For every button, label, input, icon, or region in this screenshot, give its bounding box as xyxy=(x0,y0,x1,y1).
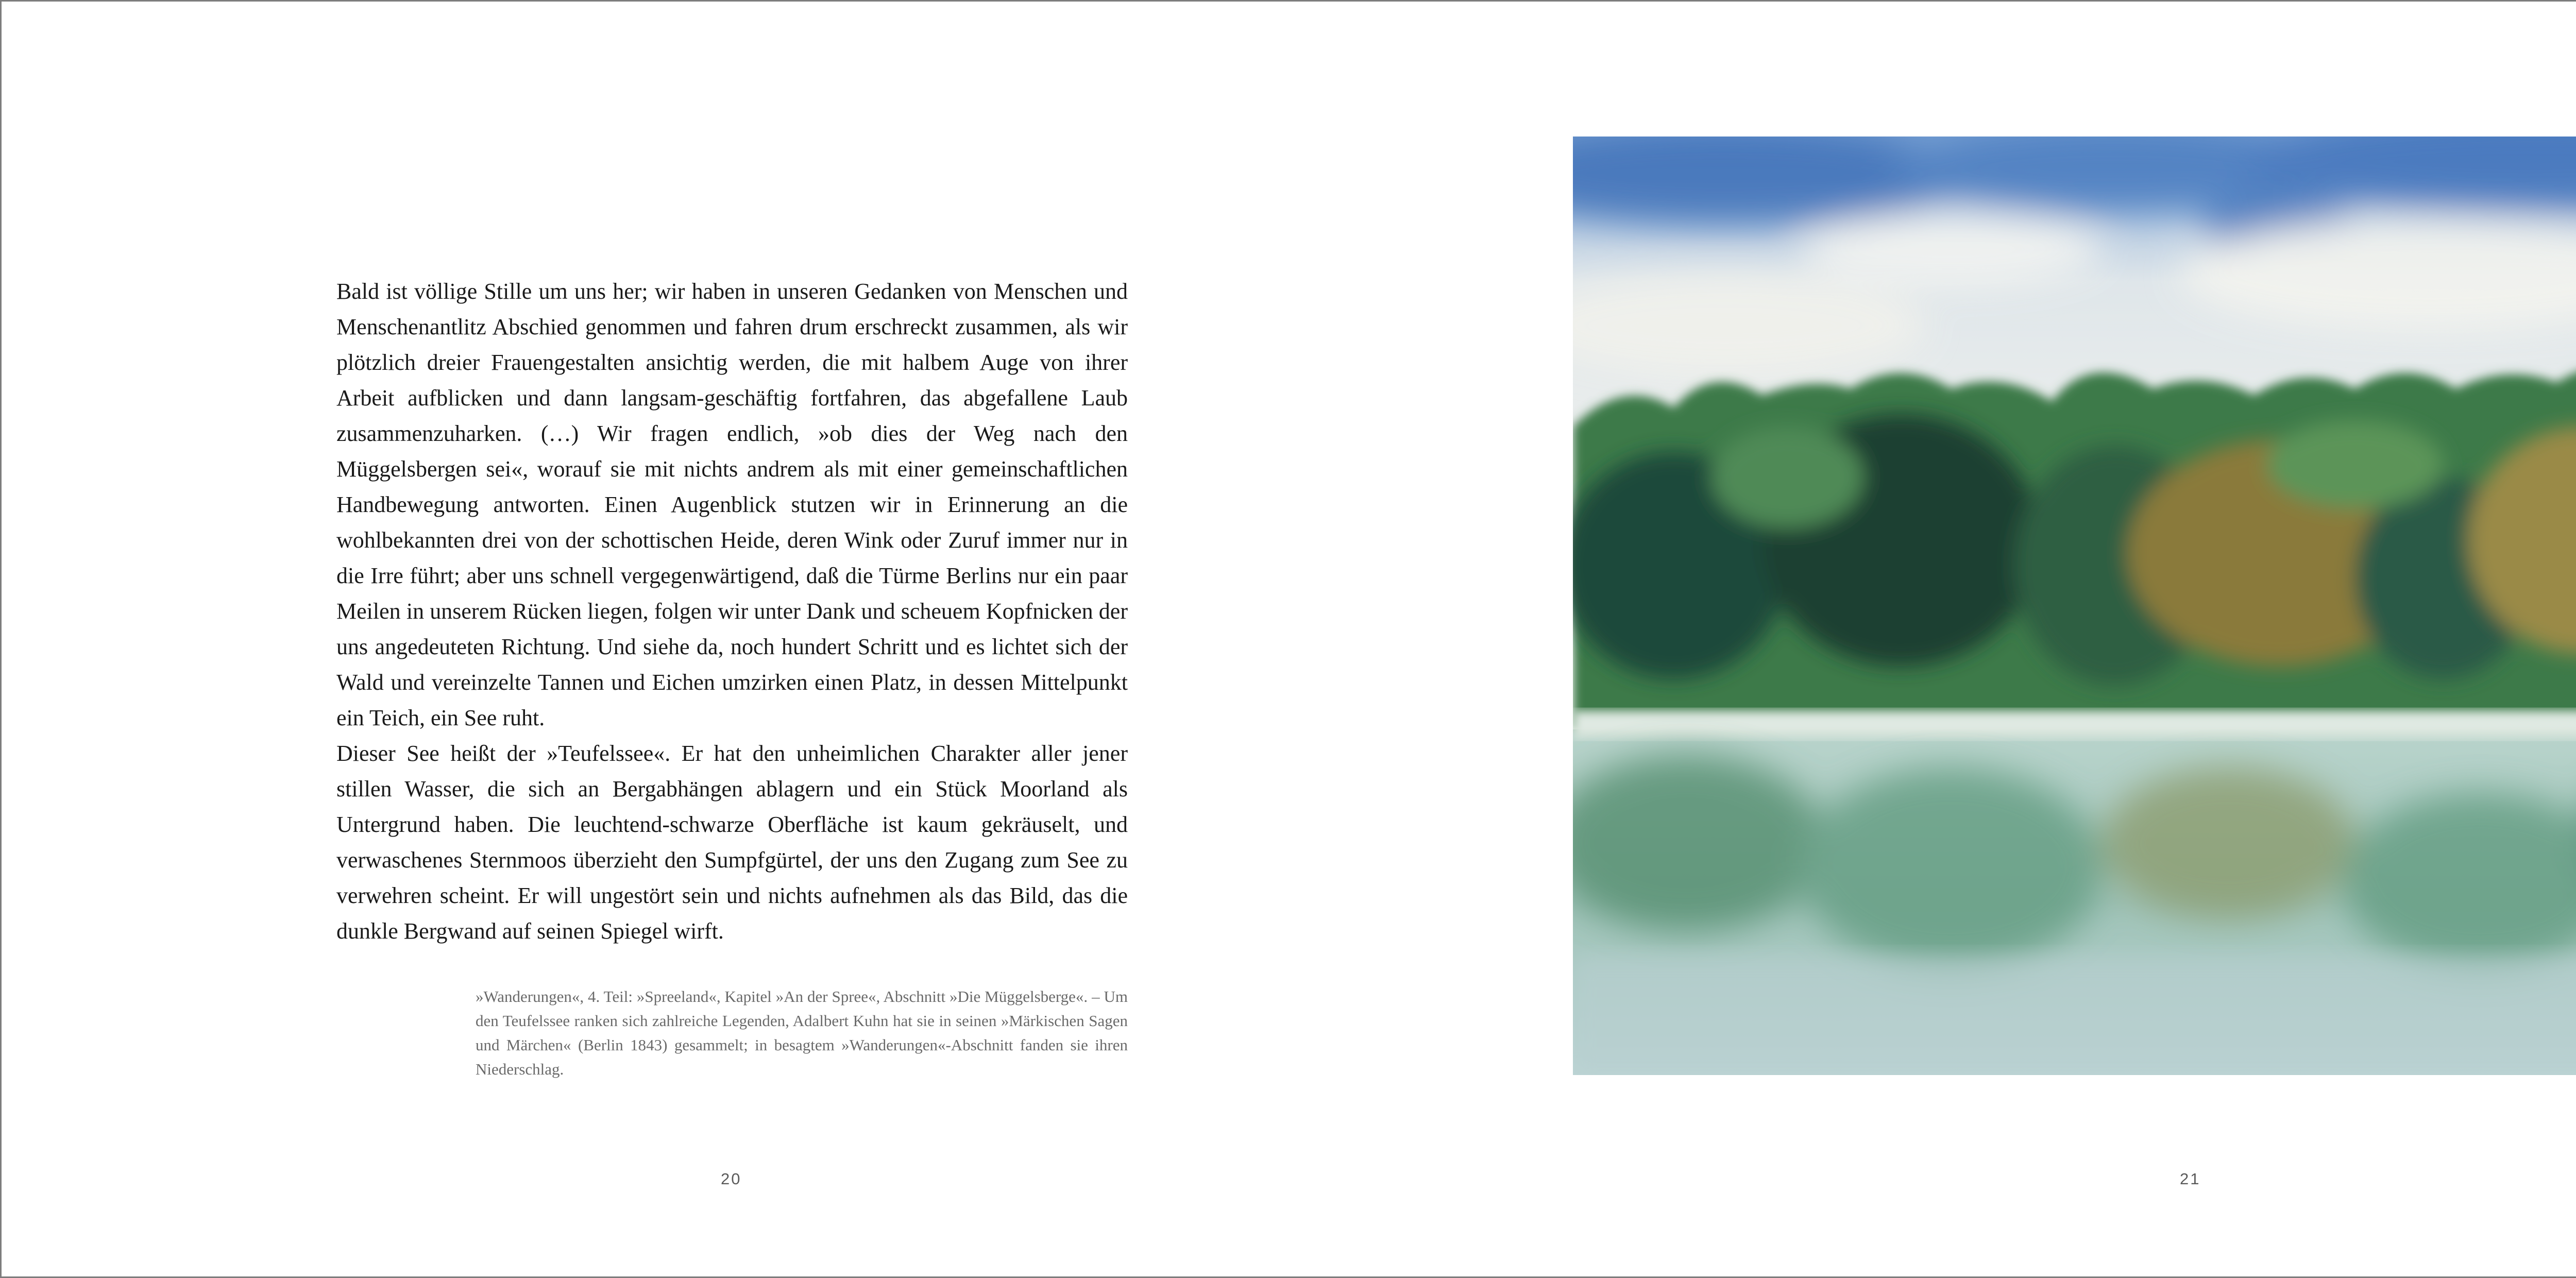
page-number: 20 xyxy=(721,1170,742,1188)
watercolor-image xyxy=(1573,137,2576,1075)
body-text xyxy=(336,274,1128,949)
paragraph: Dieser See heißt der »Teufelssee«. Er hat den unheimlichen Charakter aller jener stillen Wasser, die sich an Bergabhängen ablagern und ein Stück Moorland als Untergrund haben. Die leuchtend-schwarze Oberfläche ist kaum gekräuselt, und verwaschenes Sternmoos überzieht den Sumpfgürtel, der uns den Zugang zum See zu verwehren scheint. Er will ungestört sein und nichts aufnehmen als das Bild, das die dunkle Bergwand auf seinen Spiegel wirft. xyxy=(336,741,1128,944)
paragraph: Bald ist völlige Stille um uns her; wir haben in unseren Gedanken von Menschen und Menschenantlitz Abschied genommen und fahren drum erschreckt zusammen, als wir plötzlich dreier Frauengestalten ansichtig werden, die mit halbem Auge von ihrer Arbeit aufblicken und dann langsam-geschäftig fortfahren, das abgefallene Laub zusammenzuharken. (…) Wir fragen endlich, »ob dies der Weg nach den Müggelsbergen sei«, worauf sie mit nichts andrem als mit einer gemeinschaftlichen Handbewegung antworten. Einen Augenblick stutzen wir in Erinnerung an die wohlbekannten drei von der schottischen Heide, deren Wink oder Zuruf immer nur in die Irre führt; aber uns schnell vergegenwärtigend, daß die Türme Berlins nur ein paar Meilen in unserem Rücken liegen, folgen wir unter Dank und scheuem Kopfnicken der uns angedeuteten Richtung. Und siehe da, noch hundert Schritt und es lichtet sich der Wald und vereinzelte Tannen und Eichen umzirken einen Platz, in dessen Mittelpunkt ein Teich, ein See ruht. xyxy=(336,279,1128,730)
page-number: 21 xyxy=(2180,1170,2201,1188)
right-page xyxy=(1461,2,2576,1276)
watercolor-painting xyxy=(1573,137,2576,1075)
footnote: »Wanderungen«, 4. Teil: »Spreeland«, Kapitel »An der Spree«, Abschnitt »Die Müggelsberge«. – Um den Teufelssee ranken sich zahlreiche Legenden, Adalbert Kuhn hat sie in seinen »Märkischen Sagen und Märchen« (Berlin 1843) gesammelt; in besagtem »Wanderungen«-Abschnitt fanden sie ihren Niederschlag. xyxy=(476,987,1128,1078)
left-page xyxy=(2,2,1461,1276)
